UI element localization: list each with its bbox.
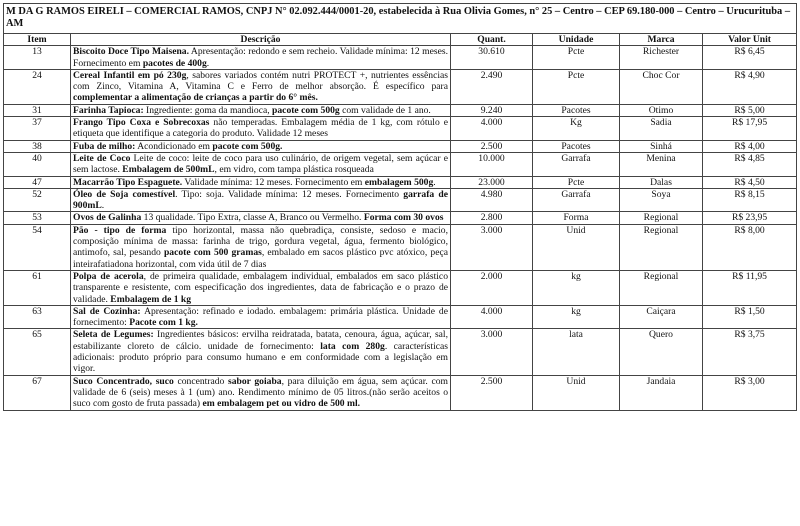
description-text: Ingrediente: goma da mandioca,	[143, 104, 273, 116]
description-text: Leite de coco: leite de coco para uso culinário, de origem vegetal, sem açúcar e sem lactose.	[73, 152, 448, 176]
cell-brand: Sadia	[620, 117, 703, 141]
description-bold-text: Sal de Cozinha:	[73, 305, 141, 317]
description-bold-text: garrafa de 900mL	[73, 188, 448, 212]
description-bold-text: Farinha Tapioca:	[73, 104, 144, 116]
description-bold-text: Óleo de Soja comestível	[73, 188, 176, 200]
price-table	[3, 3, 797, 411]
cell-unit-price: R$ 8,00	[703, 224, 797, 270]
cell-unit: Pacotes	[533, 140, 620, 152]
description-text: Acondicionado em	[135, 140, 213, 152]
cell-brand: Sinhá	[620, 140, 703, 152]
cell-quantity: 2.500	[451, 375, 533, 410]
cell-brand: Choc Cor	[620, 69, 703, 104]
description-text: não temperadas. Embalagem média de 1 kg, com rótulo e etiqueta que identifique a categoria do produto. Validade 12 meses	[73, 117, 449, 140]
cell-item: 47	[4, 176, 71, 188]
cell-description	[71, 104, 451, 116]
cell-description	[71, 375, 451, 410]
cell-item: 13	[4, 46, 71, 70]
cell-unit-price: R$ 4,85	[703, 152, 797, 176]
table-row	[4, 46, 797, 70]
table-row	[4, 212, 797, 224]
description-text: . características adicionais: produto próprio para consumo humano e em conformidade com a legislação em vigor.	[73, 340, 448, 375]
cell-unit: Forma	[533, 212, 620, 224]
cell-unit-price: R$ 23,95	[703, 212, 797, 224]
description-bold-text: pacote com 500 gramas	[163, 247, 262, 259]
description-bold-text: Frango Tipo Coxa e Sobrecoxas	[73, 117, 210, 129]
table-row	[4, 305, 797, 329]
cell-description	[71, 140, 451, 152]
description-bold-text: Ovos de Galinha	[73, 212, 142, 224]
description-bold-text: complementar a alimentação de crianças a partir do 6° mês.	[73, 92, 318, 104]
description-bold-text: Cereal Infantil em pó 230g	[73, 69, 187, 81]
cell-description	[71, 329, 451, 375]
cell-unit: Pacotes	[533, 104, 620, 116]
description-bold-text: Polpa de acerola	[73, 270, 144, 282]
col-description-header: Descrição	[71, 34, 451, 46]
cell-item: 52	[4, 188, 71, 212]
cell-item: 37	[4, 117, 71, 141]
cell-item: 53	[4, 212, 71, 224]
cell-unit-price: R$ 11,95	[703, 270, 797, 305]
cell-brand: Regional	[620, 212, 703, 224]
cell-unit: Garrafa	[533, 152, 620, 176]
description-bold-text: Fuba de milho:	[73, 140, 136, 152]
table-row	[4, 104, 797, 116]
cell-quantity: 4.000	[451, 117, 533, 141]
table-row	[4, 188, 797, 212]
cell-description	[71, 270, 451, 305]
cell-unit: Unid	[533, 375, 620, 410]
description-text: tipo horizontal, massa não quebradiça, consiste, sedoso e macio, composição mínima de massa: farinha de trigo, gordura vegetal, água, fermento biológico, antimofo, sal, pesando	[73, 224, 448, 259]
cell-unit-price: R$ 8,15	[703, 188, 797, 212]
cell-unit-price: R$ 4,00	[703, 140, 797, 152]
description-bold-text: lata com 280g	[320, 340, 385, 352]
cell-description	[71, 69, 451, 104]
cell-description	[71, 117, 451, 141]
cell-unit: kg	[533, 270, 620, 305]
cell-description	[71, 152, 451, 176]
cell-brand: Menina	[620, 152, 703, 176]
cell-brand: Richester	[620, 46, 703, 70]
cell-quantity: 4.000	[451, 305, 533, 329]
cell-unit-price: R$ 6,45	[703, 46, 797, 70]
cell-brand: Regional	[620, 270, 703, 305]
cell-quantity: 9.240	[451, 104, 533, 116]
description-bold-text: Biscoito Doce Tipo Maisena.	[73, 46, 189, 58]
cell-brand: Regional	[620, 224, 703, 270]
description-bold-text: Forma com 30 ovos	[363, 212, 444, 224]
cell-unit: Pcte	[533, 69, 620, 104]
cell-quantity: 2.000	[451, 270, 533, 305]
col-quantity-header: Quant.	[451, 34, 533, 46]
description-bold-text: Pão - tipo de forma	[73, 224, 167, 236]
cell-quantity: 2.490	[451, 69, 533, 104]
cell-quantity: 2.800	[451, 212, 533, 224]
cell-quantity: 2.500	[451, 140, 533, 152]
table-row	[4, 140, 797, 152]
cell-unit-price: R$ 5,00	[703, 104, 797, 116]
table-row	[4, 152, 797, 176]
cell-description	[71, 176, 451, 188]
cell-unit-price: R$ 4,50	[703, 176, 797, 188]
description-bold-text: Seleta de Legumes:	[73, 329, 154, 341]
cell-unit: kg	[533, 305, 620, 329]
company-header: M DA G RAMOS EIRELI – COMERCIAL RAMOS, CNPJ N° 02.092.444/0001-20, estabelecida à Rua Olivia Gomes, n° 25 – Centro – CEP 69.180-000 – Centro – Urucurituba – AM	[4, 4, 797, 34]
description-bold-text: Embalagem de 500mL	[122, 164, 215, 176]
cell-description	[71, 224, 451, 270]
cell-unit-price: R$ 4,90	[703, 69, 797, 104]
description-bold-text: Leite de Coco	[73, 152, 131, 164]
cell-unit-price: R$ 1,50	[703, 305, 797, 329]
description-text: .	[206, 57, 210, 69]
table-row	[4, 329, 797, 375]
description-text: , embalado em sacos plástico pvc atóxico, peça inteirafatiadona horizontal, com vida útil de 7 dias	[73, 247, 448, 270]
cell-brand: Quero	[620, 329, 703, 375]
description-text: . Tipo: soja. Validade mínima: 12 meses. Fornecimento	[175, 188, 404, 200]
cell-quantity: 10.000	[451, 152, 533, 176]
cell-description	[71, 46, 451, 70]
cell-item: 31	[4, 104, 71, 116]
cell-quantity: 30.610	[451, 46, 533, 70]
cell-unit-price: R$ 3,00	[703, 375, 797, 410]
table-row	[4, 176, 797, 188]
cell-description	[71, 305, 451, 329]
description-text: concentrado	[173, 375, 228, 387]
cell-unit: Unid	[533, 224, 620, 270]
cell-brand: Otimo	[620, 104, 703, 116]
cell-item: 54	[4, 224, 71, 270]
description-bold-text: pacote com 500g	[272, 104, 340, 116]
description-text: Ingredientes básicos: ervilha reidratada, batata, cenoura, água, açúcar, sal, estabilizante cloreto de cálcio. unidade de fornecimento:	[73, 329, 448, 352]
description-bold-text: sabor goiaba	[228, 375, 282, 387]
description-bold-text: Macarrão Tipo Espaguete.	[73, 176, 183, 188]
description-text: Apresentação: redondo e sem recheio. Validade mínima: 12 meses. Fornecimento em	[73, 46, 448, 69]
cell-item: 24	[4, 69, 71, 104]
cell-item: 63	[4, 305, 71, 329]
col-unit-price-header: Valor Unit	[703, 34, 797, 46]
table-row	[4, 270, 797, 305]
description-text: 13 qualidade. Tipo Extra, classe A, Branco ou Vermelho.	[141, 212, 364, 224]
description-bold-text: Suco Concentrado, suco	[73, 375, 174, 387]
table-row	[4, 69, 797, 104]
description-bold-text: Pacote com 1 kg.	[129, 317, 198, 329]
cell-unit: Pcte	[533, 46, 620, 70]
table-row	[4, 224, 797, 270]
col-brand-header: Marca	[620, 34, 703, 46]
description-text: com validade de 1 ano.	[339, 104, 431, 116]
cell-quantity: 23.000	[451, 176, 533, 188]
description-text: .	[433, 176, 436, 188]
price-table-sheet	[3, 3, 796, 411]
cell-quantity: 4.980	[451, 188, 533, 212]
cell-brand: Soya	[620, 188, 703, 212]
table-body	[4, 46, 797, 410]
col-unit-header: Unidade	[533, 34, 620, 46]
description-bold-text: em embalagem pet ou vidro de 500 ml.	[202, 398, 361, 410]
table-row	[4, 375, 797, 410]
description-bold-text: embalagem 500g	[364, 176, 434, 188]
cell-brand: Jandaia	[620, 375, 703, 410]
cell-brand: Caiçara	[620, 305, 703, 329]
description-text: Validade mínima: 12 meses. Fornecimento em	[182, 176, 365, 188]
description-bold-text: pacotes de 400g	[142, 57, 207, 69]
cell-unit-price: R$ 17,95	[703, 117, 797, 141]
description-bold-text: pacote com 500g.	[212, 140, 283, 152]
column-header-row	[4, 34, 797, 46]
description-text: , para diluição em água, sem açúcar. com validade de 6 (seis) meses à 1 (um) ano. Rendimento mínimo de 05 litros.(não serão aceitos o suco com gosto de fruta passada)	[73, 375, 448, 410]
cell-item: 67	[4, 375, 71, 410]
table-row	[4, 117, 797, 141]
description-text: Apresentação: refinado e iodado. embalagem: primária plástica. Unidade de fornecimento:	[73, 305, 448, 329]
cell-item: 40	[4, 152, 71, 176]
cell-unit-price: R$ 3,75	[703, 329, 797, 375]
col-item-header: Item	[4, 34, 71, 46]
cell-item: 61	[4, 270, 71, 305]
cell-unit: Kg	[533, 117, 620, 141]
cell-unit: lata	[533, 329, 620, 375]
description-bold-text: Embalagem de 1 kg	[110, 293, 192, 305]
cell-unit: Garrafa	[533, 188, 620, 212]
cell-brand: Dalas	[620, 176, 703, 188]
cell-item: 65	[4, 329, 71, 375]
description-text: , em vidro, com tampa plástica rosqueada	[214, 164, 374, 176]
description-text: , sabores variados contém nutri PROTECT +, nutrientes essências com Zinco, Vitamina A, Vitamina C e Ferro de melhor absorção. É específico para	[73, 69, 448, 93]
description-text: , de primeira qualidade, embalagem individual, embalados em saco plástico transparente e resistente, com especificação dos ingredientes, data de fabricação e o prazo de validade.	[73, 270, 448, 305]
description-text: .	[101, 200, 105, 212]
cell-unit: Pcte	[533, 176, 620, 188]
cell-description	[71, 188, 451, 212]
cell-quantity: 3.000	[451, 224, 533, 270]
cell-quantity: 3.000	[451, 329, 533, 375]
cell-description	[71, 212, 451, 224]
cell-item: 38	[4, 140, 71, 152]
